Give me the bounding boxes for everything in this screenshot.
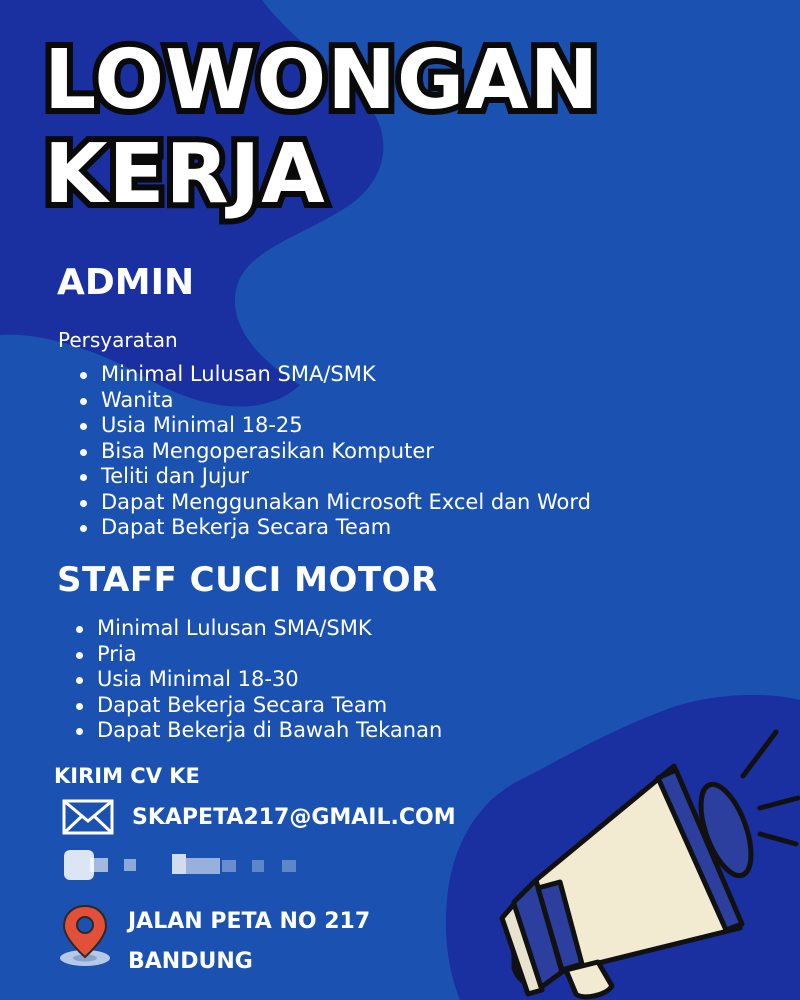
headline bbox=[44, 34, 599, 222]
list-item: Usia Minimal 18-25 bbox=[78, 413, 591, 439]
location-pin-icon bbox=[58, 902, 112, 968]
staff-requirements-list bbox=[74, 616, 442, 744]
envelope-icon bbox=[62, 799, 114, 835]
list-item: Bisa Mengoperasikan Komputer bbox=[78, 439, 591, 465]
list-item: Pria bbox=[74, 642, 442, 668]
list-item: Minimal Lulusan SMA/SMK bbox=[74, 616, 442, 642]
job-title-admin: ADMIN bbox=[57, 262, 195, 303]
list-item: Dapat Bekerja Secara Team bbox=[78, 515, 591, 541]
address-line-1: JALAN PETA NO 217 bbox=[128, 909, 371, 934]
megaphone-icon bbox=[478, 718, 800, 1000]
list-item: Wanita bbox=[78, 388, 591, 414]
list-item: Dapat Bekerja di Bawah Tekanan bbox=[74, 718, 442, 744]
requirements-label: Persyaratan bbox=[58, 328, 178, 352]
redacted-phone bbox=[62, 848, 302, 882]
list-item: Teliti dan Jujur bbox=[78, 464, 591, 490]
email-address: SKAPETA217@GMAIL.COM bbox=[132, 804, 456, 830]
headline-line-1: LOWONGAN bbox=[44, 33, 600, 128]
address-line-2: BANDUNG bbox=[128, 949, 253, 974]
address bbox=[128, 902, 370, 982]
headline-line-2: KERJA bbox=[44, 127, 326, 222]
admin-requirements-list bbox=[78, 362, 591, 541]
job-title-staff-cuci-motor: STAFF CUCI MOTOR bbox=[57, 560, 438, 600]
list-item: Dapat Menggunakan Microsoft Excel dan Word bbox=[78, 490, 591, 516]
list-item: Dapat Bekerja Secara Team bbox=[74, 693, 442, 719]
send-cv-label: KIRIM CV KE bbox=[54, 764, 200, 788]
list-item: Usia Minimal 18-30 bbox=[74, 667, 442, 693]
email-row bbox=[62, 798, 456, 836]
list-item: Minimal Lulusan SMA/SMK bbox=[78, 362, 591, 388]
